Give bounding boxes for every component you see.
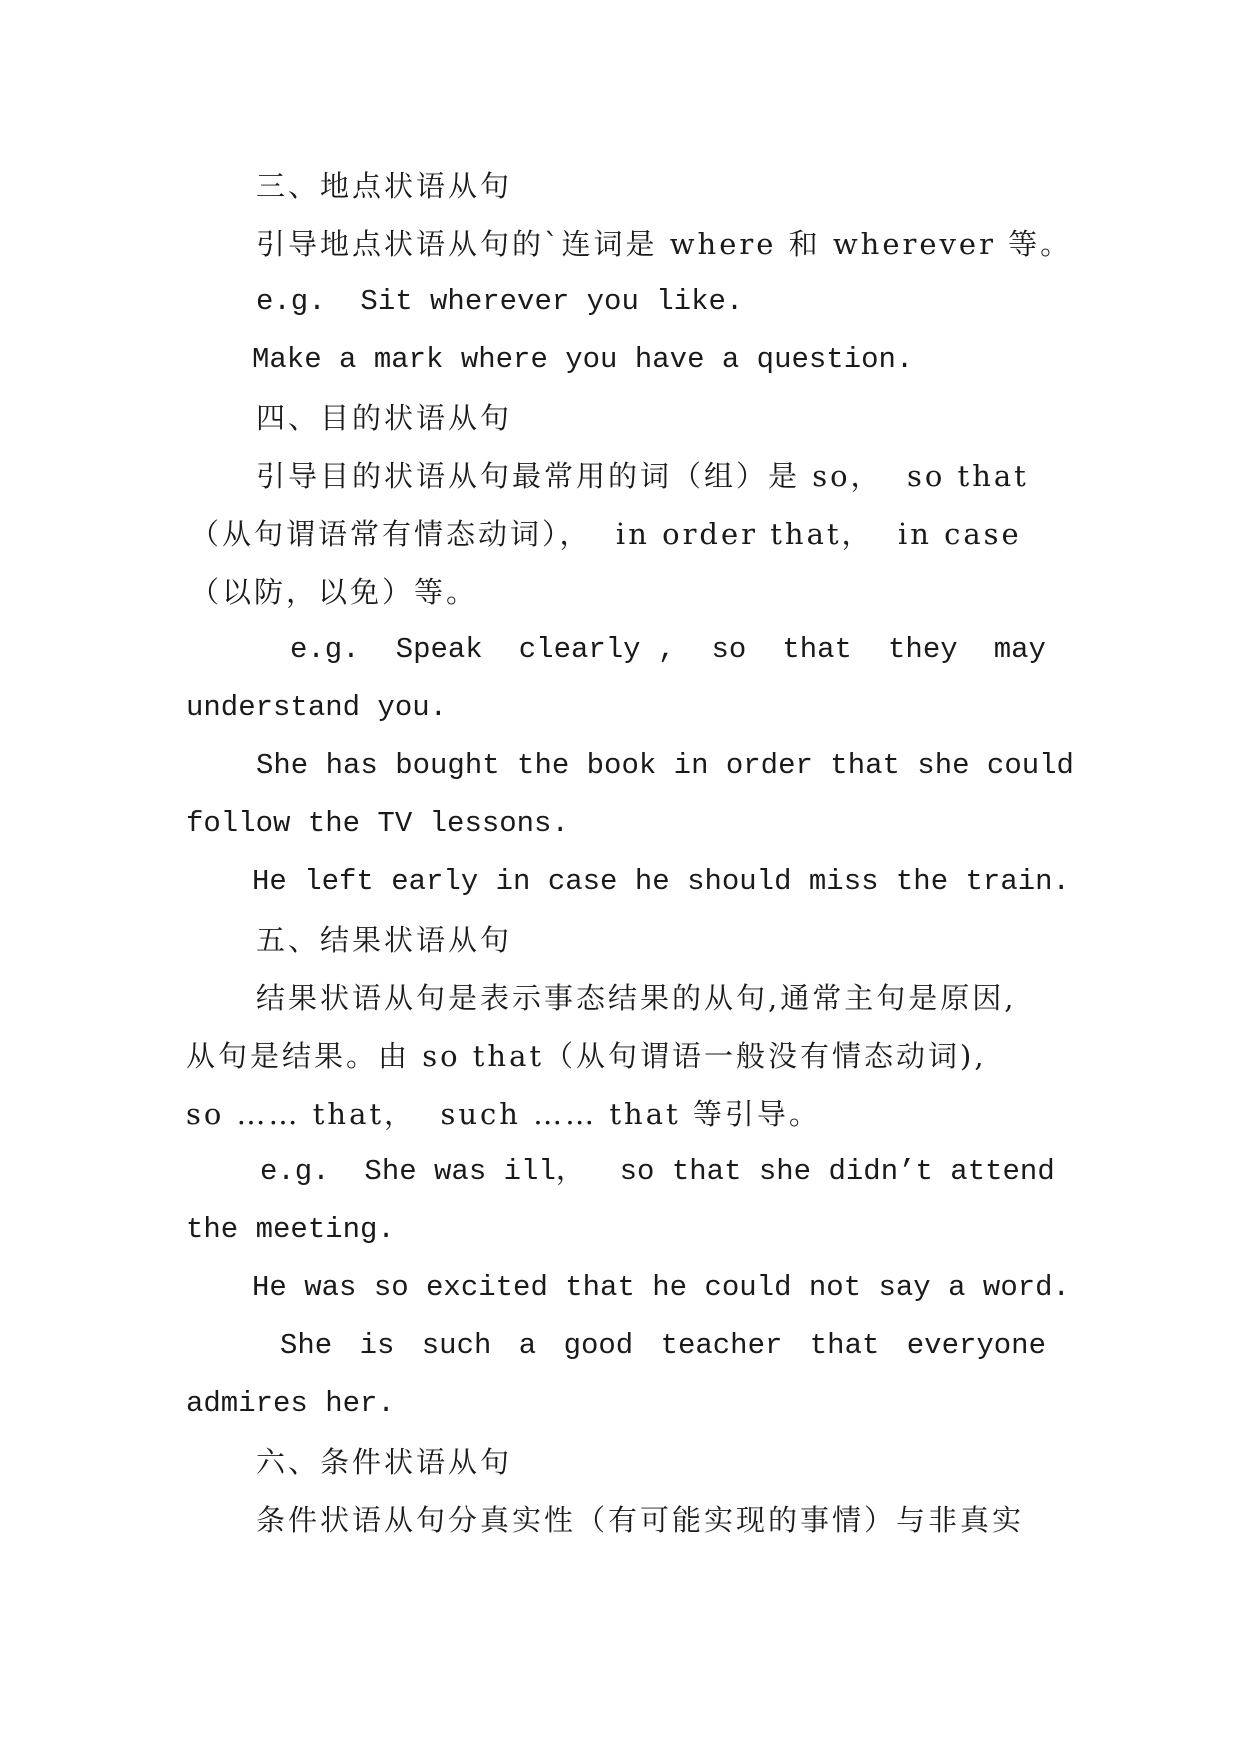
section-heading-5: 五、结果状语从句 (256, 923, 513, 957)
example-sentence: e.g. Sit wherever you like. (256, 285, 744, 318)
word: they (888, 633, 958, 666)
word: a (518, 1329, 537, 1362)
word: clearly , (518, 633, 676, 666)
paragraph-text: 条件状语从句分真实性（有可能实现的事情）与非真实 (256, 1503, 1025, 1537)
section-heading-3: 三、地点状语从句 (256, 169, 513, 203)
word: teacher (660, 1329, 783, 1362)
example-sentence: understand you. (186, 691, 448, 724)
paragraph-text: 结果状语从句是表示事态结果的从句,通常主句是原因, (256, 981, 1017, 1015)
paragraph-text: （以防，以免）等。 (190, 575, 479, 609)
example-sentence: follow the TV lessons. (186, 807, 569, 840)
paragraph-text: 引导地点状语从句的`连词是 where 和 wherever 等。 (256, 227, 1073, 261)
example-sentence: He was so excited that he could not say a word. (252, 1271, 1070, 1304)
word: such (421, 1329, 492, 1362)
paragraph-text: so …… that， such …… that 等引导。 (186, 1097, 821, 1131)
word: e.g. (290, 633, 360, 666)
word: everyone (906, 1329, 1046, 1362)
example-sentence-justified (280, 1328, 1046, 1364)
word: so (711, 633, 747, 666)
word: that (782, 633, 852, 666)
word: may (993, 633, 1046, 666)
example-sentence: admires her. (186, 1387, 395, 1420)
example-sentence-justified (290, 632, 1046, 668)
section-heading-4: 四、目的状语从句 (256, 401, 513, 435)
word: She (280, 1329, 333, 1362)
example-sentence: He left early in case he should miss the train. (252, 865, 1070, 898)
section-heading-6: 六、条件状语从句 (256, 1445, 513, 1479)
example-sentence: the meeting. (186, 1213, 395, 1246)
paragraph-text: 从句是结果。由 so that（从句谓语一般没有情态动词), (186, 1039, 987, 1073)
example-sentence: e.g. She was ill， so that she didn’t attend (260, 1155, 1055, 1188)
word: that (809, 1329, 880, 1362)
word: is (359, 1329, 395, 1362)
example-sentence: She has bought the book in order that she could (256, 749, 1074, 782)
paragraph-text: （从句谓语常有情态动词）， in order that， in case (190, 517, 1022, 551)
paragraph-text: 引导目的状语从句最常用的词（组）是 so， so that (256, 459, 1029, 493)
word: Speak (395, 633, 483, 666)
word: good (563, 1329, 634, 1362)
example-sentence: Make a mark where you have a question. (252, 343, 914, 376)
